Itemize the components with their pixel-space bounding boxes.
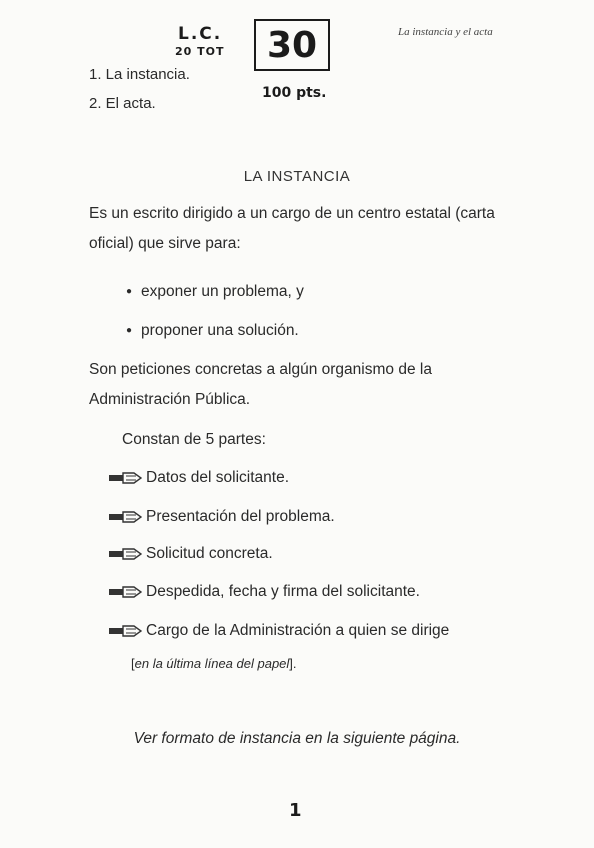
handwritten-code: 20 TOT xyxy=(175,45,225,58)
toc-item-1: 1. La instancia. xyxy=(89,66,190,83)
bullet-item-1: ● exponer un problema, y xyxy=(126,283,304,301)
part-item-4 xyxy=(108,583,420,601)
footer-note: Ver formato de instancia en la siguiente página. xyxy=(133,730,461,747)
note-open: [ xyxy=(131,656,135,671)
bullet-item-2: ● proponer una solución. xyxy=(126,322,299,340)
section-title: LA INSTANCIA xyxy=(243,168,351,185)
note-close: ]. xyxy=(289,656,297,671)
part-item-1 xyxy=(108,469,289,487)
hand-arrow-icon xyxy=(108,510,142,524)
running-header: La instancia y el acta xyxy=(398,26,493,38)
part-note xyxy=(131,656,297,671)
intro-paragraph: Es un escrito dirigido a un cargo de un centro estatal (carta oficial) que sirve para: xyxy=(89,205,495,252)
page-number: 1 xyxy=(289,800,302,821)
part-label: Presentación del problema. xyxy=(146,508,335,525)
part-label: Solicitud concreta. xyxy=(146,545,273,562)
part-label: Despedida, fecha y firma del solicitante. xyxy=(146,583,420,600)
part-item-2 xyxy=(108,508,335,526)
petitions-paragraph: Son peticiones concretas a algún organismo de la Administración Pública. xyxy=(89,361,432,408)
handwritten-score-box: 30 xyxy=(254,19,330,71)
toc-item-2: 2. El acta. xyxy=(89,95,156,112)
hand-arrow-icon xyxy=(108,471,142,485)
part-label: Datos del solicitante. xyxy=(146,469,290,486)
part-item-5 xyxy=(108,622,449,640)
note-text: en la última línea del papel xyxy=(134,656,290,671)
hand-arrow-icon xyxy=(108,624,142,638)
part-item-3 xyxy=(108,545,273,563)
handwritten-initials: L.C. xyxy=(178,24,223,44)
part-label: Cargo de la Administración a quien se dirige xyxy=(146,622,450,639)
handwritten-points: 100 pts. xyxy=(262,85,327,101)
hand-arrow-icon xyxy=(108,547,142,561)
hand-arrow-icon xyxy=(108,585,142,599)
parts-intro: Constan de 5 partes: xyxy=(122,431,266,448)
